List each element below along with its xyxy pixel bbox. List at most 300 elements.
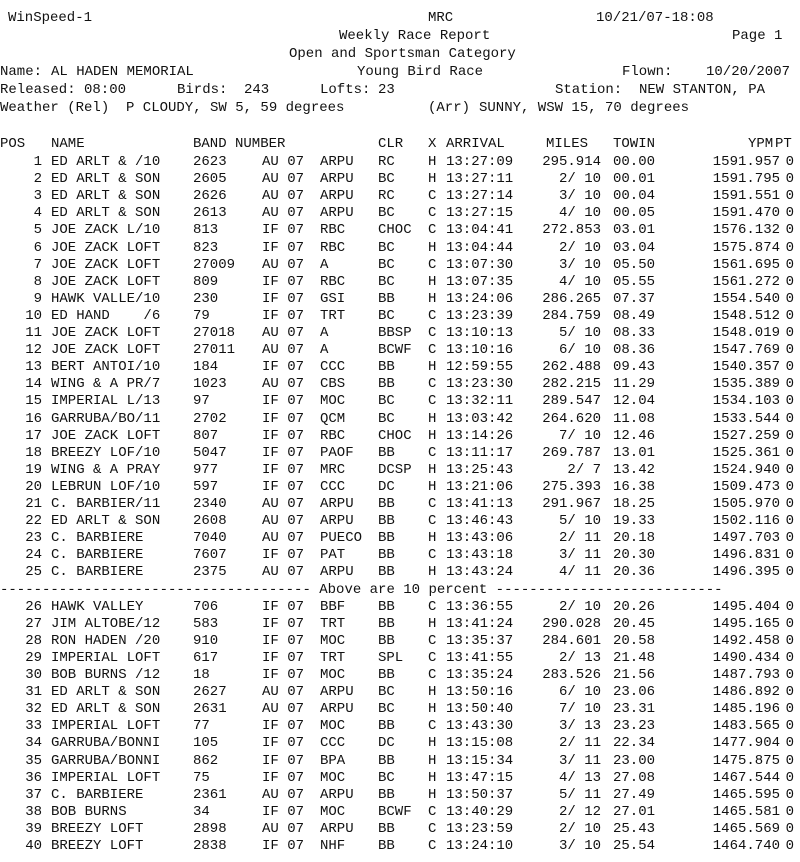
column-headings <box>0 136 800 153</box>
row-name: C. BARBIERE <box>51 530 144 547</box>
row-towin: 08.33 <box>613 325 656 341</box>
row-arrival: 13:25:43 <box>446 461 514 478</box>
row-sex: H <box>428 273 437 290</box>
row-miles: 4/ 10 <box>558 273 601 290</box>
row-year: IF 07 <box>262 838 305 854</box>
row-club: ARPU <box>320 786 354 803</box>
row-band: 823 <box>193 239 219 256</box>
row-pos: 5 <box>33 222 42 239</box>
row-ypm: 1465.569 <box>712 820 780 837</box>
row-club: PUECO <box>320 530 363 547</box>
row-miles: 284.601 <box>542 632 601 649</box>
table-row <box>0 393 800 410</box>
row-color: BB <box>378 376 395 393</box>
row-points: 0 <box>785 684 794 701</box>
row-pos: 39 <box>25 820 42 837</box>
row-towin: 09.43 <box>613 359 656 376</box>
row-points: 0 <box>785 342 794 359</box>
row-year: AU 07 <box>262 205 305 222</box>
weather-arr: SUNNY, WSW 15, 70 degrees <box>479 100 690 116</box>
row-arrival: 13:35:24 <box>446 667 514 683</box>
row-arrival: 13:04:41 <box>446 222 514 239</box>
row-towin: 07.37 <box>613 290 656 307</box>
row-arrival: 13:40:29 <box>446 803 514 820</box>
row-arrival: 13:41:55 <box>446 649 514 666</box>
row-pos: 23 <box>25 530 42 547</box>
row-miles: 2/ 11 <box>558 735 601 752</box>
row-points: 0 <box>785 154 794 170</box>
row-pos: 28 <box>25 632 42 649</box>
row-points: 0 <box>785 838 794 854</box>
row-pos: 35 <box>25 752 42 769</box>
row-year: IF 07 <box>262 769 305 786</box>
row-color: BB <box>378 632 395 649</box>
table-row <box>0 257 800 274</box>
row-club: PAT <box>320 547 346 564</box>
row-name: ED HAND /6 <box>51 307 161 324</box>
row-points: 0 <box>785 290 794 307</box>
row-miles: 6/ 10 <box>558 342 601 359</box>
row-ypm: 1483.565 <box>712 718 780 735</box>
row-ypm: 1527.259 <box>712 427 780 444</box>
row-sex: C <box>428 256 437 273</box>
row-club: MOC <box>320 393 346 410</box>
row-pos: 8 <box>33 273 42 290</box>
row-sex: C <box>428 598 437 615</box>
row-year: IF 07 <box>262 735 305 752</box>
row-sex: H <box>428 769 437 786</box>
row-band: 813 <box>193 222 219 239</box>
row-miles: 5/ 10 <box>558 325 601 341</box>
row-pos: 31 <box>25 684 42 701</box>
row-year: IF 07 <box>262 307 305 324</box>
row-pos: 4 <box>33 205 42 222</box>
row-band: 2375 <box>193 564 227 581</box>
row-band: 1023 <box>193 376 227 393</box>
row-band: 2626 <box>193 188 227 205</box>
col-ypm: YPM <box>748 136 774 152</box>
page-number: Page 1 <box>732 28 783 44</box>
row-club: CCC <box>320 359 346 376</box>
row-towin: 00.01 <box>613 171 656 188</box>
row-towin: 20.18 <box>613 530 656 547</box>
row-pos: 17 <box>25 427 42 444</box>
row-band: 34 <box>193 803 210 820</box>
row-color: BC <box>378 701 395 718</box>
row-ypm: 1548.512 <box>712 307 780 324</box>
row-points: 0 <box>785 188 794 205</box>
row-year: IF 07 <box>262 444 305 461</box>
row-arrival: 13:46:43 <box>446 513 514 530</box>
row-band: 2838 <box>193 838 227 854</box>
row-band: 2340 <box>193 496 227 512</box>
row-band: 2608 <box>193 513 227 530</box>
row-club: CCC <box>320 735 346 752</box>
row-pos: 25 <box>25 564 42 581</box>
row-name: JOE ZACK LOFT <box>51 325 161 341</box>
row-color: BB <box>378 547 395 564</box>
race-name: AL HADEN MEMORIAL <box>51 64 194 80</box>
station-name: NEW STANTON, PA <box>639 82 766 98</box>
row-band: 807 <box>193 427 219 444</box>
header-line-4 <box>0 64 800 81</box>
row-miles: 289.547 <box>542 393 601 410</box>
row-points: 0 <box>785 444 794 461</box>
row-club: ARPU <box>320 205 354 222</box>
row-sex: C <box>428 547 437 564</box>
row-color: BBSP <box>378 325 412 341</box>
row-points: 0 <box>785 256 794 273</box>
row-year: IF 07 <box>262 427 305 444</box>
row-band: 2605 <box>193 171 227 188</box>
row-miles: 5/ 11 <box>558 786 601 803</box>
row-club: CBS <box>320 376 346 393</box>
table-row <box>0 222 800 239</box>
category: Open and Sportsman Category <box>289 46 516 62</box>
table-row <box>0 376 800 393</box>
row-band: 862 <box>193 752 219 769</box>
row-club: ARPU <box>320 684 354 701</box>
row-arrival: 13:24:06 <box>446 290 514 307</box>
row-name: GARRUBA/BONNI <box>51 752 161 769</box>
row-miles: 6/ 10 <box>558 684 601 701</box>
row-towin: 21.48 <box>613 649 656 666</box>
header-line-1 <box>0 10 800 27</box>
row-name: BERT ANTOI/10 <box>51 359 161 376</box>
row-points: 0 <box>785 701 794 718</box>
row-miles: 3/ 10 <box>558 256 601 273</box>
row-club: RBC <box>320 273 346 290</box>
row-miles: 3/ 13 <box>558 718 601 735</box>
row-club: TRT <box>320 649 346 666</box>
row-year: IF 07 <box>262 649 305 666</box>
row-sex: H <box>428 427 437 444</box>
row-name: JOE ZACK LOFT <box>51 256 161 273</box>
row-pos: 40 <box>25 838 42 854</box>
row-towin: 20.58 <box>613 632 656 649</box>
row-band: 2613 <box>193 205 227 222</box>
row-towin: 12.46 <box>613 427 656 444</box>
row-miles: 7/ 10 <box>558 701 601 718</box>
row-year: AU 07 <box>262 786 305 803</box>
row-arrival: 13:43:30 <box>446 718 514 735</box>
col-arrival: ARRIVAL <box>446 136 505 152</box>
row-towin: 11.29 <box>613 376 656 393</box>
row-band: 7607 <box>193 547 227 564</box>
row-sex: H <box>428 290 437 307</box>
row-pos: 32 <box>25 701 42 718</box>
row-miles: 295.914 <box>542 154 601 170</box>
row-color: BCWF <box>378 342 412 359</box>
row-sex: H <box>428 154 437 170</box>
row-color: BB <box>378 530 395 547</box>
row-sex: H <box>428 786 437 803</box>
row-towin: 19.33 <box>613 513 656 530</box>
row-name: BREEZY LOF/10 <box>51 444 161 461</box>
row-sex: C <box>428 188 437 205</box>
row-color: BB <box>378 444 395 461</box>
row-pos: 26 <box>25 598 42 615</box>
row-year: IF 07 <box>262 752 305 769</box>
row-ypm: 1534.103 <box>712 393 780 410</box>
row-towin: 11.08 <box>613 410 656 427</box>
row-year: IF 07 <box>262 478 305 495</box>
row-name: JOE ZACK LOFT <box>51 427 161 444</box>
name-label: Name: <box>0 64 43 80</box>
row-year: AU 07 <box>262 530 305 547</box>
table-row <box>0 462 800 479</box>
row-towin: 27.08 <box>613 769 656 786</box>
row-club: MRC <box>320 461 346 478</box>
row-ypm: 1533.544 <box>712 410 780 427</box>
row-points: 0 <box>785 359 794 376</box>
program-name: WinSpeed-1 <box>8 10 93 26</box>
row-sex: C <box>428 667 437 683</box>
row-pos: 15 <box>25 393 42 410</box>
row-color: BC <box>378 684 395 701</box>
row-year: AU 07 <box>262 171 305 188</box>
row-ypm: 1525.361 <box>712 444 780 461</box>
row-arrival: 12:59:55 <box>446 359 514 376</box>
row-towin: 08.36 <box>613 342 656 359</box>
row-ypm: 1465.581 <box>712 803 780 820</box>
row-name: ED ARLT & SON <box>51 513 161 530</box>
row-band: 597 <box>193 478 219 495</box>
row-name: C. BARBIERE <box>51 786 144 803</box>
row-towin: 27.01 <box>613 803 656 820</box>
row-towin: 16.38 <box>613 478 656 495</box>
row-year: AU 07 <box>262 820 305 837</box>
row-pos: 19 <box>25 461 42 478</box>
row-club: ARPU <box>320 701 354 718</box>
row-club: ARPU <box>320 171 354 188</box>
row-sex: H <box>428 410 437 427</box>
row-points: 0 <box>785 530 794 547</box>
row-ypm: 1487.793 <box>712 667 780 683</box>
row-club: MOC <box>320 667 346 683</box>
row-arrival: 13:47:15 <box>446 769 514 786</box>
col-band: BAND NUMBER <box>193 136 286 152</box>
row-ypm: 1524.940 <box>712 461 780 478</box>
row-band: 27011 <box>193 342 236 359</box>
row-miles: 2/ 11 <box>558 530 601 547</box>
table-row <box>0 205 800 222</box>
row-band: 977 <box>193 461 219 478</box>
row-band: 2631 <box>193 701 227 718</box>
row-color: BB <box>378 838 395 854</box>
row-club: ARPU <box>320 564 354 581</box>
row-club: RBC <box>320 222 346 239</box>
row-towin: 03.04 <box>613 239 656 256</box>
row-name: JOE ZACK L/10 <box>51 222 161 239</box>
col-x: X <box>428 136 437 152</box>
row-name: GARRUBA/BO/11 <box>51 410 161 427</box>
row-name: RON HADEN /20 <box>51 632 161 649</box>
row-points: 0 <box>785 615 794 632</box>
row-arrival: 13:10:16 <box>446 342 514 359</box>
row-ypm: 1496.395 <box>712 564 780 581</box>
row-points: 0 <box>785 478 794 495</box>
row-towin: 23.31 <box>613 701 656 718</box>
table-row <box>0 718 800 735</box>
row-band: 5047 <box>193 444 227 461</box>
row-towin: 21.56 <box>613 667 656 683</box>
row-name: WING & A PR/7 <box>51 376 161 393</box>
released-label: Released: <box>0 82 76 98</box>
row-color: RC <box>378 154 395 170</box>
row-band: 105 <box>193 735 219 752</box>
row-club: PAOF <box>320 444 354 461</box>
row-towin: 20.36 <box>613 564 656 581</box>
row-ypm: 1475.875 <box>712 752 780 769</box>
released-time: 08:00 <box>84 82 127 98</box>
row-points: 0 <box>785 547 794 564</box>
row-miles: 4/ 11 <box>558 564 601 581</box>
row-points: 0 <box>785 769 794 786</box>
row-pos: 36 <box>25 769 42 786</box>
row-sex: C <box>428 632 437 649</box>
table-row <box>0 240 800 257</box>
row-miles: 2/ 12 <box>558 803 601 820</box>
row-year: IF 07 <box>262 393 305 410</box>
row-arrival: 13:07:30 <box>446 256 514 273</box>
row-band: 77 <box>193 718 210 735</box>
col-name: NAME <box>51 136 85 152</box>
row-color: BB <box>378 718 395 735</box>
row-pos: 2 <box>33 171 42 188</box>
col-towin: TOWIN <box>613 136 656 152</box>
row-miles: 290.028 <box>542 615 601 632</box>
row-ypm: 1591.470 <box>712 205 780 222</box>
row-sex: C <box>428 513 437 530</box>
row-band: 27009 <box>193 256 236 273</box>
row-towin: 12.04 <box>613 393 656 410</box>
col-clr: CLR <box>378 136 404 152</box>
row-miles: 291.967 <box>542 496 601 512</box>
row-ypm: 1591.551 <box>712 188 780 205</box>
row-pos: 29 <box>25 649 42 666</box>
row-ypm: 1505.970 <box>712 496 780 512</box>
table-row <box>0 308 800 325</box>
table-row <box>0 667 800 684</box>
row-year: IF 07 <box>262 239 305 256</box>
table-row <box>0 770 800 787</box>
row-band: 97 <box>193 393 210 410</box>
row-name: HAWK VALLEY <box>51 598 144 615</box>
row-arrival: 13:43:24 <box>446 564 514 581</box>
table-row <box>0 359 800 376</box>
header-line-3 <box>0 46 800 63</box>
row-miles: 3/ 10 <box>558 188 601 205</box>
row-club: MOC <box>320 769 346 786</box>
row-points: 0 <box>785 205 794 222</box>
row-towin: 25.54 <box>613 838 656 854</box>
row-name: HAWK VALLE/10 <box>51 290 161 307</box>
row-points: 0 <box>785 513 794 530</box>
row-name: IMPERIAL LOFT <box>51 649 161 666</box>
row-arrival: 13:04:44 <box>446 239 514 256</box>
row-ypm: 1486.892 <box>712 684 780 701</box>
row-ypm: 1485.196 <box>712 701 780 718</box>
row-year: AU 07 <box>262 325 305 341</box>
table-row <box>0 530 800 547</box>
row-year: AU 07 <box>262 701 305 718</box>
row-points: 0 <box>785 735 794 752</box>
row-name: BREEZY LOFT <box>51 838 144 854</box>
row-towin: 18.25 <box>613 496 656 512</box>
row-arrival: 13:15:08 <box>446 735 514 752</box>
row-ypm: 1477.904 <box>712 735 780 752</box>
row-color: BC <box>378 769 395 786</box>
row-ypm: 1547.769 <box>712 342 780 359</box>
row-name: C. BARBIERE <box>51 547 144 564</box>
row-towin: 03.01 <box>613 222 656 239</box>
row-arrival: 13:27:15 <box>446 205 514 222</box>
row-color: BB <box>378 598 395 615</box>
header-line-5 <box>0 82 800 99</box>
row-name: LEBRUN LOF/10 <box>51 478 161 495</box>
row-name: C. BARBIER/11 <box>51 496 161 512</box>
table-row <box>0 342 800 359</box>
row-ypm: 1575.874 <box>712 239 780 256</box>
row-sex: H <box>428 239 437 256</box>
row-ypm: 1509.473 <box>712 478 780 495</box>
row-color: BC <box>378 307 395 324</box>
row-pos: 18 <box>25 444 42 461</box>
row-miles: 3/ 10 <box>558 838 601 854</box>
row-arrival: 13:15:34 <box>446 752 514 769</box>
row-pos: 14 <box>25 376 42 393</box>
row-towin: 20.30 <box>613 547 656 564</box>
row-ypm: 1490.434 <box>712 649 780 666</box>
row-sex: H <box>428 478 437 495</box>
row-points: 0 <box>785 325 794 341</box>
table-row <box>0 616 800 633</box>
row-points: 0 <box>785 786 794 803</box>
row-arrival: 13:50:40 <box>446 701 514 718</box>
row-ypm: 1561.695 <box>712 256 780 273</box>
table-row <box>0 821 800 838</box>
row-name: BOB BURNS <box>51 803 127 820</box>
row-band: 230 <box>193 290 219 307</box>
col-miles: MILES <box>546 136 589 152</box>
row-ypm: 1591.795 <box>712 171 780 188</box>
row-arrival: 13:10:13 <box>446 325 514 341</box>
row-towin: 00.05 <box>613 205 656 222</box>
table-row <box>0 753 800 770</box>
row-miles: 4/ 10 <box>558 205 601 222</box>
row-sex: C <box>428 376 437 393</box>
row-year: AU 07 <box>262 376 305 393</box>
row-ypm: 1467.544 <box>712 769 780 786</box>
row-name: JIM ALTOBE/12 <box>51 615 161 632</box>
divider-text: ------------------------------------- Above are 10 percent --------------------------- <box>0 581 723 598</box>
row-sex: C <box>428 718 437 735</box>
table-row <box>0 428 800 445</box>
row-color: BB <box>378 496 395 512</box>
row-color: BB <box>378 564 395 581</box>
row-pos: 13 <box>25 359 42 376</box>
row-club: ARPU <box>320 188 354 205</box>
table-row <box>0 787 800 804</box>
row-band: 2702 <box>193 410 227 427</box>
row-color: BC <box>378 410 395 427</box>
row-pos: 38 <box>25 803 42 820</box>
row-miles: 2/ 10 <box>558 820 601 837</box>
row-band: 706 <box>193 598 219 615</box>
row-miles: 269.787 <box>542 444 601 461</box>
row-name: GARRUBA/BONNI <box>51 735 161 752</box>
